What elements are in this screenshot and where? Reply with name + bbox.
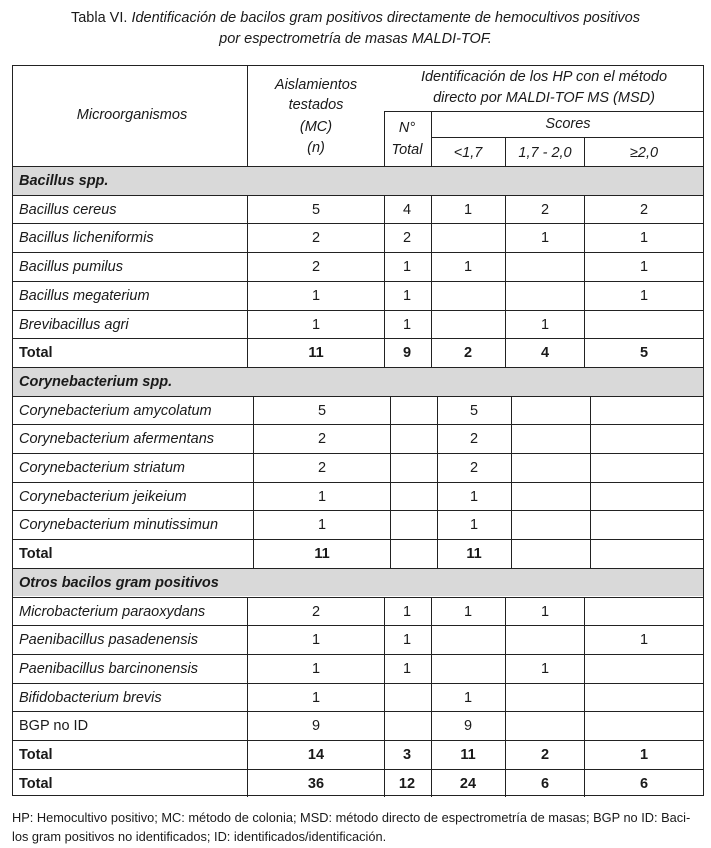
section-total-label: Total: [19, 747, 53, 763]
row-divider: [12, 338, 704, 339]
column-divider: [584, 597, 585, 769]
cell-mc: 1: [311, 316, 321, 333]
row-divider: [12, 769, 704, 770]
cell-mc: 2: [311, 259, 321, 276]
cell-mid: 1: [540, 603, 550, 620]
column-divider: [511, 396, 512, 568]
cell-mid: 1: [540, 316, 550, 333]
grand-total-mid: 6: [540, 775, 550, 792]
row-divider: [12, 223, 704, 224]
organism-name: Paenibacillus barcinonensis: [19, 660, 198, 677]
cell-ge20: 1: [639, 259, 649, 276]
header-identificacion-1: Identificación de los HP con el método: [420, 69, 668, 85]
organism-name: BGP no ID: [19, 718, 89, 735]
cell-lt17: 9: [463, 718, 473, 735]
row-divider: [12, 510, 704, 511]
grand-total-label: Total: [19, 775, 53, 792]
caption-lead: Tabla VI.: [70, 10, 128, 26]
cell-mc: 5: [311, 201, 321, 218]
header-microorganismos: Microorganismos: [76, 107, 188, 123]
cell-mc: 2: [311, 230, 321, 247]
row-divider: [12, 453, 704, 454]
header-aislamientos-4: (n): [307, 140, 325, 156]
header-score-ge20: ≥2,0: [629, 145, 659, 161]
cell-mc: 1: [311, 660, 321, 677]
row-divider: [12, 367, 704, 368]
column-divider: [584, 195, 585, 367]
header-divider-ge20: [584, 137, 585, 166]
organism-name: Brevibacillus agri: [19, 316, 129, 333]
cell-mc: 1: [311, 689, 321, 706]
cell-lt17: 1: [463, 201, 473, 218]
section-total-mid: 4: [540, 345, 550, 362]
column-divider: [384, 769, 385, 798]
cell-lt17: 1: [469, 517, 479, 534]
organism-name: Paenibacillus pasadenensis: [19, 632, 198, 649]
cell-mid: 1: [540, 660, 550, 677]
column-divider: [390, 396, 391, 568]
column-divider: [584, 769, 585, 798]
cell-mc: 5: [317, 402, 327, 419]
column-divider: [384, 597, 385, 769]
cell-mc: 2: [311, 603, 321, 620]
table-right-border: [703, 65, 704, 796]
column-divider: [590, 396, 591, 568]
cell-total: 1: [402, 316, 412, 333]
section-total-lt17: 2: [463, 345, 473, 362]
row-divider: [12, 252, 704, 253]
header-divider-scores: [431, 111, 432, 166]
column-divider: [384, 195, 385, 367]
organism-name: Corynebacterium jeikeium: [19, 488, 187, 505]
section-total-lt17: 11: [466, 546, 482, 563]
grand-total-total: 12: [398, 775, 416, 792]
cell-lt17: 2: [469, 460, 479, 476]
cell-lt17: 5: [469, 402, 479, 419]
row-divider: [12, 195, 704, 196]
footnote: [12, 808, 707, 846]
cell-ge20: 1: [639, 287, 649, 304]
header-scores: Scores: [545, 116, 591, 132]
row-divider: [12, 740, 704, 741]
header-scores-divider: [431, 137, 704, 138]
header-sub-divider: [384, 111, 704, 112]
row-divider: [12, 625, 704, 626]
cell-total: 1: [402, 603, 412, 620]
footnote-line2: los gram positivos no identificados; ID: identificados/identificación.: [12, 829, 387, 844]
row-divider: [12, 396, 704, 397]
cell-mc: 1: [311, 632, 321, 649]
section-title: Bacillus spp.: [19, 173, 109, 189]
header-total: Total: [391, 142, 423, 158]
row-divider: [12, 310, 704, 311]
organism-name: Corynebacterium striatum: [19, 460, 185, 476]
header-aislamientos-3: (MC): [299, 119, 333, 135]
column-divider: [505, 597, 506, 769]
column-divider: [247, 597, 248, 769]
cell-lt17: 1: [463, 689, 473, 706]
organism-name: Microbacterium paraoxydans: [19, 603, 206, 620]
cell-mc: 2: [317, 431, 327, 448]
organism-name: Bacillus megaterium: [19, 287, 150, 304]
cell-ge20: 1: [639, 230, 649, 247]
cell-total: 1: [402, 660, 412, 677]
section-band: [12, 167, 704, 195]
cell-lt17: 1: [469, 488, 479, 505]
cell-total: 4: [402, 201, 412, 218]
cell-mc: 1: [311, 287, 321, 304]
header-divider-mc: [247, 65, 248, 166]
table-top-border: [12, 65, 704, 66]
cell-lt17: 1: [463, 603, 473, 620]
column-divider: [431, 769, 432, 798]
header-bottom-border: [12, 166, 704, 167]
cell-total: 1: [402, 287, 412, 304]
column-divider: [505, 195, 506, 367]
cell-mc: 9: [311, 718, 321, 735]
row-divider: [12, 654, 704, 655]
row-divider: [12, 711, 704, 712]
section-title: Otros bacilos gram positivos: [19, 574, 219, 591]
cell-lt17: 1: [463, 259, 473, 276]
column-divider: [505, 769, 506, 798]
section-total-ge20: 5: [639, 345, 649, 362]
cell-mc: 1: [317, 488, 327, 505]
organism-name: Corynebacterium afermentans: [19, 431, 215, 448]
header-divider-mid: [505, 137, 506, 166]
header-identificacion-2: directo por MALDI-TOF MS (MSD): [433, 90, 655, 106]
header-aislamientos-2: testados: [288, 97, 344, 113]
row-divider: [12, 568, 704, 569]
cell-mc: 2: [317, 460, 327, 476]
column-divider: [437, 396, 438, 568]
cell-mc: 1: [317, 517, 327, 534]
cell-lt17: 2: [469, 431, 479, 448]
header-score-lt17: <1,7: [453, 145, 483, 161]
grand-total-mc: 36: [307, 775, 325, 792]
table-bottom-border: [12, 795, 704, 796]
organism-name: Corynebacterium minutissimun: [19, 517, 219, 534]
column-divider: [247, 195, 248, 367]
organism-name: Corynebacterium amycolatum: [19, 402, 212, 419]
grand-total-ge20: 6: [639, 775, 649, 792]
column-divider: [253, 396, 254, 568]
section-total-label: Total: [19, 345, 53, 362]
cell-mid: 1: [540, 230, 550, 247]
section-total-mid: 2: [540, 747, 550, 763]
table-left-border: [12, 65, 13, 796]
data-table: [12, 65, 704, 796]
column-divider: [431, 195, 432, 367]
column-divider: [431, 597, 432, 769]
organism-name: Bacillus pumilus: [19, 259, 123, 276]
section-total-total: 3: [402, 747, 412, 763]
header-score-mid: 1,7 - 2,0: [518, 145, 572, 161]
table-caption: [0, 8, 711, 50]
section-total-mc: 11: [314, 546, 330, 563]
caption-title-line1: Identificación de bacilos gram positivos directamente de hemocultivos positivos: [131, 10, 640, 26]
section-total-label: Total: [19, 546, 53, 563]
row-divider: [12, 539, 704, 540]
caption-title-line2: por espectrometría de masas MALDI-TOF.: [219, 31, 492, 47]
header-n: N°: [398, 120, 416, 136]
cell-ge20: 2: [639, 201, 649, 218]
section-total-lt17: 11: [460, 747, 476, 763]
section-total-total: 9: [402, 345, 412, 362]
section-total-mc: 11: [308, 345, 324, 362]
cell-ge20: 1: [639, 632, 649, 649]
cell-total: 2: [402, 230, 412, 247]
row-divider: [12, 281, 704, 282]
row-divider: [12, 597, 704, 598]
organism-name: Bifidobacterium brevis: [19, 689, 162, 706]
header-aislamientos-1: Aislamientos: [274, 77, 358, 93]
cell-total: 1: [402, 632, 412, 649]
section-total-mc: 14: [307, 747, 325, 763]
footnote-line1: HP: Hemocultivo positivo; MC: método de colonia; MSD: método directo de espectrometría de masas; BGP no ID: Baci-: [12, 810, 691, 825]
cell-total: 1: [402, 259, 412, 276]
row-divider: [12, 424, 704, 425]
organism-name: Bacillus licheniformis: [19, 230, 154, 247]
row-divider: [12, 683, 704, 684]
header-divider-total: [384, 111, 385, 166]
cell-mid: 2: [540, 201, 550, 218]
grand-total-lt17: 24: [459, 775, 477, 792]
section-total-ge20: 1: [639, 747, 649, 763]
section-title: Corynebacterium spp.: [19, 373, 173, 390]
column-divider: [247, 769, 248, 798]
organism-name: Bacillus cereus: [19, 201, 117, 218]
row-divider: [12, 482, 704, 483]
